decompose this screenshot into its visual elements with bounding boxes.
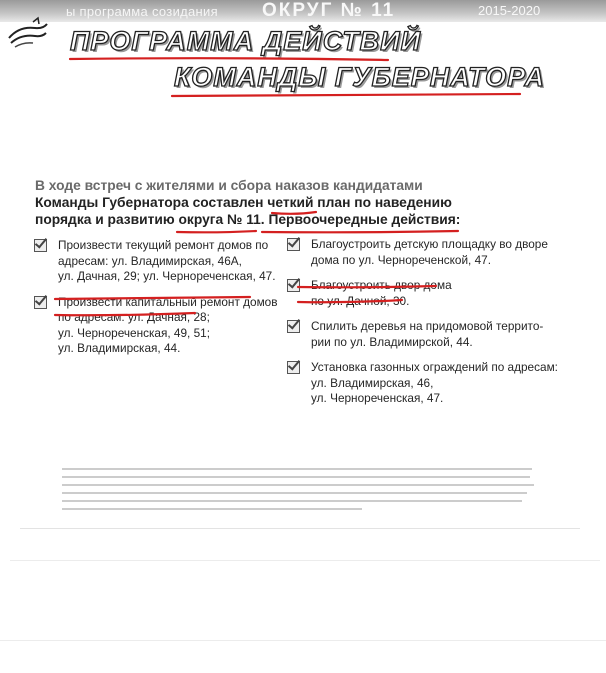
item-text-line: адресам: ул. Владимирская, 46А,	[58, 253, 242, 268]
item-text-line: Установка газонных ограждений по адресам:	[311, 360, 558, 374]
header-band	[0, 0, 606, 22]
item-text-line: Произвести текущий ремонт домов по	[58, 238, 269, 252]
list-item	[34, 238, 276, 285]
word-underline	[177, 231, 256, 232]
list-item	[287, 278, 557, 309]
checkbox-icon	[287, 279, 300, 292]
intro-line-3: порядка и развитию округа № 11. Первоочередные действия:	[35, 212, 461, 227]
left-action-list	[34, 238, 278, 367]
district-number: ОКРУГ № 11	[262, 0, 396, 21]
item-text-line: Благоустроить двор дома	[311, 278, 452, 292]
item-text-line: ул. Владимирская, 44.	[58, 341, 181, 355]
item-text-line: ул. Черноречeнская, 49, 51;	[58, 325, 210, 340]
intro-line-1: В ходе встреч с жителями и сбора наказов кандидатами	[35, 178, 423, 193]
item-text-line: Произвести капитальный ремонт домов	[58, 294, 278, 309]
bear-logo-icon	[5, 16, 49, 52]
item-text-line: Спилить деревья на придомовой террито-	[311, 319, 544, 333]
checkbox-icon	[34, 296, 47, 309]
intro-line-2: Команды Губернатора составлен четкий план по наведению	[35, 195, 452, 210]
item-text-line: дома по ул. Черноречeнской, 47.	[311, 252, 492, 267]
title-line-1: ПРОГРАММА ДЕЙСТВИЙ	[70, 26, 422, 56]
list-item	[287, 360, 557, 407]
checkbox-icon	[287, 238, 300, 251]
title-1-underline	[70, 58, 388, 60]
list-item	[287, 237, 557, 268]
title-line-2: КОМАНДЫ ГУБЕРНАТОРА	[174, 62, 545, 92]
item-text-line: ул. Владимирская, 46,	[311, 375, 434, 390]
right-action-list	[287, 237, 557, 417]
phrase-underline	[262, 231, 458, 232]
checkbox-icon	[34, 239, 47, 252]
item-text-line: ул. Дачная, 29; ул. Черноречeнская, 47.	[58, 269, 276, 283]
header-left-text: ы программа созидания	[66, 4, 218, 19]
item-text-line: Благоустроить детскую площадку во дворе	[311, 237, 548, 251]
item-text-line: по адресам: ул. Дачная, 28;	[58, 310, 210, 324]
checkbox-icon	[287, 361, 300, 374]
item-text-line: ул. Черноречeнская, 47.	[311, 391, 444, 405]
item-text-line: по ул. Дачной, 30.	[311, 293, 410, 308]
list-item	[287, 319, 557, 350]
item-text-line: рии по ул. Владимирской, 44.	[311, 334, 473, 349]
intro-paragraph	[35, 177, 535, 228]
list-item	[34, 294, 278, 357]
title-2-underline	[172, 94, 520, 96]
header-years: 2015-2020	[478, 3, 541, 18]
checkbox-icon	[287, 320, 300, 333]
